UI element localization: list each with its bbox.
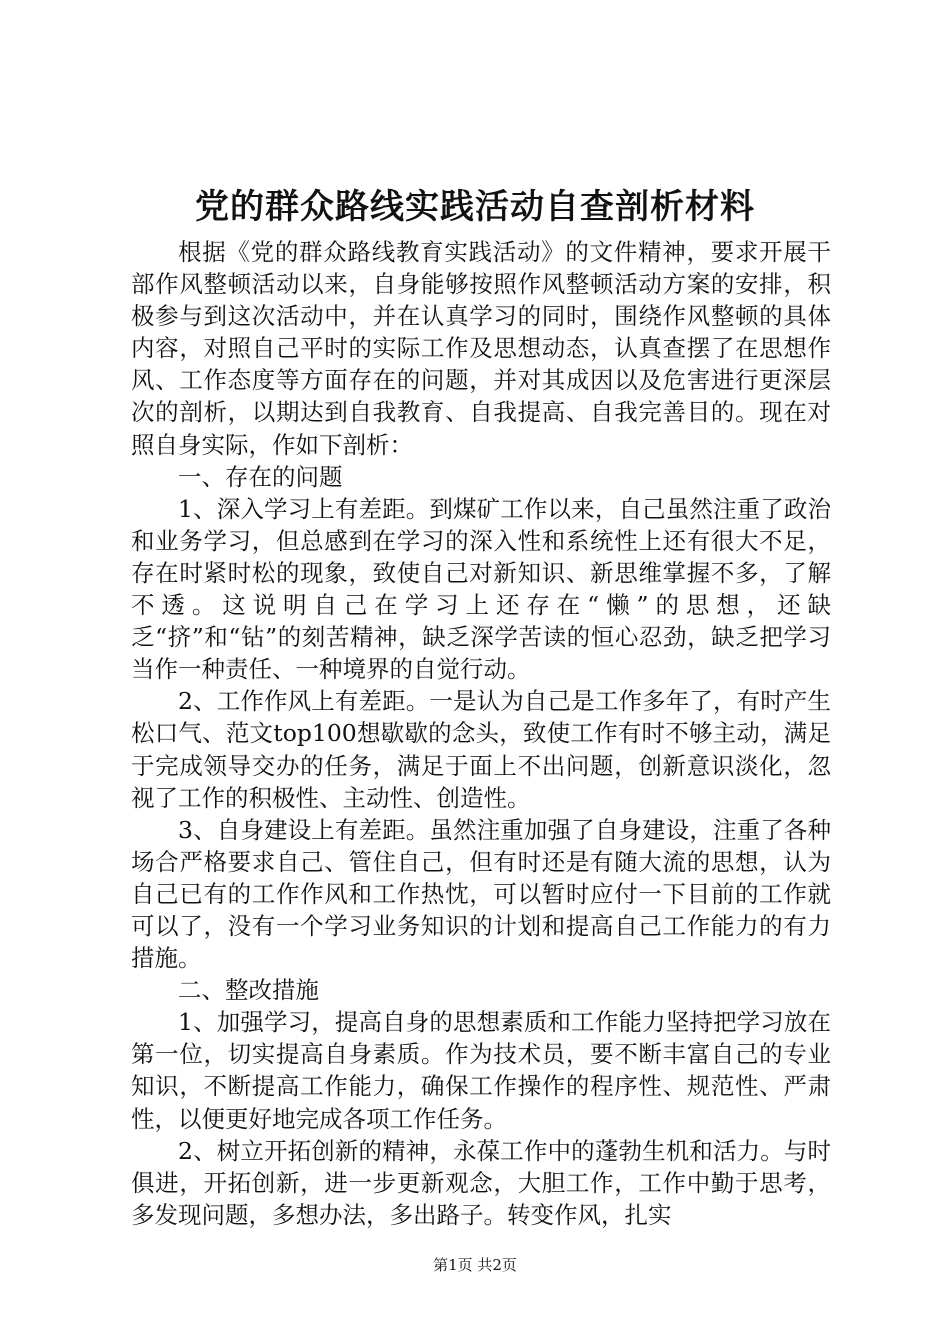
problem-item-2: 2、工作作风上有差距。一是认为自己是工作多年了，有时产生松口气、范文top100想歇歇的念头，致使工作有时不够主动，满足于完成领导交办的任务，满足于面上不出问题，创新意识淡化，忽视了工作的积极性、主动性、创造性。 [131, 687, 831, 812]
intro-paragraph: 根据《党的群众路线教育实践活动》的文件精神，要求开展干部作风整顿活动以来，自身能够按照作风整顿活动方案的安排，积极参与到这次活动中，并在认真学习的同时，围绕作风整顿的具体内容，对照自己平时的实际工作及思想动态，认真查摆了在思想作风、工作态度等方面存在的问题，并对其成因以及危害进行更深层次的剖析，以期达到自我教育、自我提高、自我完善目的。现在对照自身实际，作如下剖析： [131, 238, 831, 459]
section-heading-measures: 二、整改措施 [178, 976, 319, 1005]
document-title: 党的群众路线实践活动自查剖析材料 [195, 187, 755, 227]
document-body [131, 236, 831, 1231]
measure-item-1: 1、加强学习，提高自身的思想素质和工作能力坚持把学习放在第一位，切实提高自身素质。作为技术员，要不断丰富自己的专业知识，不断提高工作能力，确保工作操作的程序性、规范性、严肃性，以便更好地完成各项工作任务。 [131, 1008, 831, 1133]
problem-item-3: 3、自身建设上有差距。虽然注重加强了自身建设，注重了各种场合严格要求自己、管住自己，但有时还是有随大流的思想，认为自己已有的工作作风和工作热忱，可以暂时应付一下目前的工作就可以了，没有一个学习业务知识的计划和提高自己工作能力的有力措施。 [131, 815, 831, 973]
page-footer: 第1页 共2页 [433, 1256, 517, 1274]
section-heading-problems: 一、存在的问题 [178, 462, 343, 491]
measure-item-2: 2、树立开拓创新的精神，永葆工作中的蓬勃生机和活力。与时俱进，开拓创新，进一步更新观念，大胆工作，工作中勤于思考，多发现问题，多想办法，多出路子。转变作风，扎实 [131, 1136, 831, 1229]
problem-item-1: 1、深入学习上有差距。到煤矿工作以来，自己虽然注重了政治和业务学习，但总感到在学习的深入性和系统性上还有很大不足，存在时紧时松的现象，致使自己对新知识、新思维掌握不多，了解不透。这说明自己在学习上还存在“懒”的思想，还缺乏“挤”和“钻”的刻苦精神，缺乏深学苦读的恒心忍劲，缺乏把学习当作一种责任、一种境界的自觉行动。 [131, 494, 831, 684]
